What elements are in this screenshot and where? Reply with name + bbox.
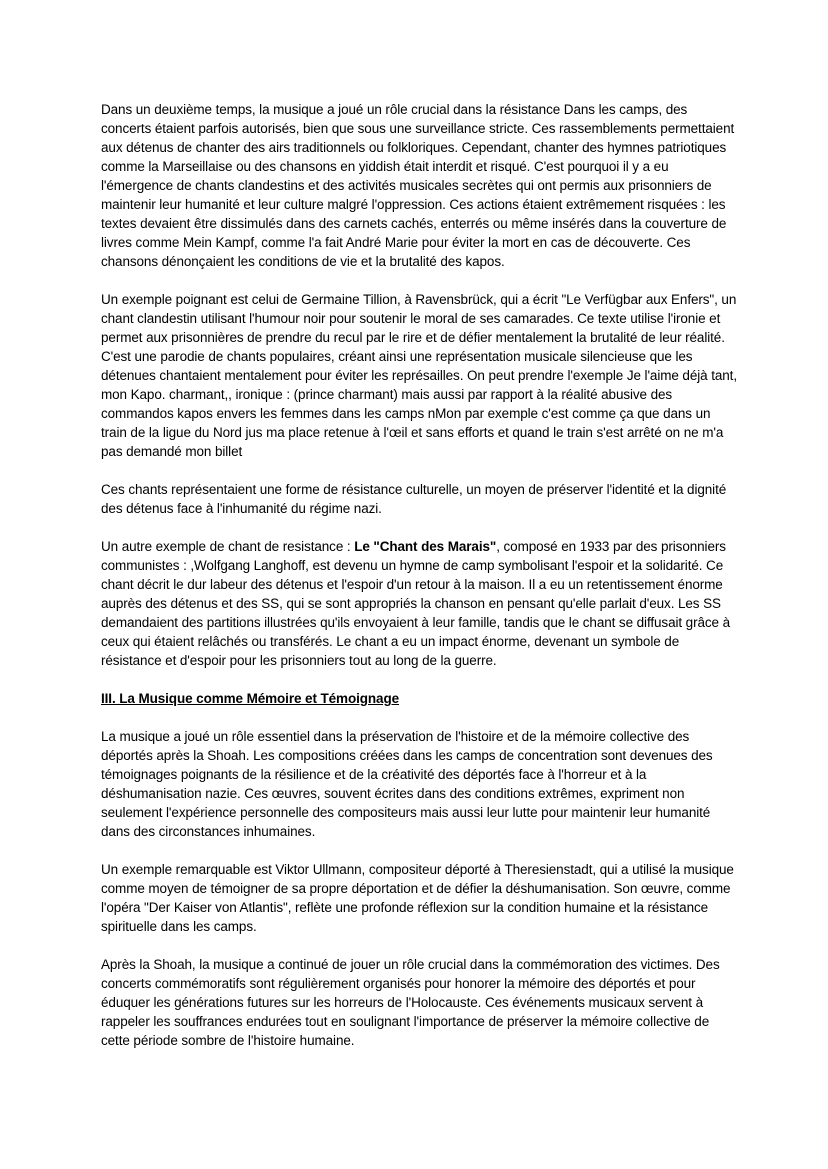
paragraph-resistance-intro: Dans un deuxième temps, la musique a joué un rôle crucial dans la résistance Dans les camps, des concerts étaient parfois autorisés, bien que sous une surveillance stricte. Ces rassemblements permettaient aux détenus de chanter des airs traditionnels ou folkloriques. Cependant, chanter des hymnes patriotiques comme la Marseillaise ou des chansons en yiddish était interdit et risqué. C'est pourquoi il y a eu l'émergence de chants clandestins et des activités musicales secrètes qui ont permis aux prisonniers de maintenir leur humanité et leur culture malgré l'oppression. Ces actions étaient extrêmement risquées : les textes devaient être dissimulés dans des carnets cachés, enterrés ou même insérés dans la couverture de livres comme Mein Kampf, comme l'a fait André Marie pour éviter la mort en cas de découverte. Ces chansons dénonçaient les conditions de vie et la brutalité des kapos. (101, 102, 735, 269)
chant-des-marais-title: Le "Chant des Marais" (354, 539, 497, 554)
paragraph-memory: La musique a joué un rôle essentiel dans la préservation de l'histoire et de la mémoire collective des déportés après la Shoah. Les compositions créées dans les camps de concentration sont devenues des témoignages poignants de la résilience et de la créativité des déportés face à l'horreur et à la déshumanisation nazie. Ces œuvres, souvent écrites dans des conditions extrêmes, expriment non seulement l'expérience personnelle des compositeurs mais aussi leur lutte pour maintenir leur humanité dans des circonstances inhumaines. (101, 729, 713, 839)
section-heading: III. La Musique comme Mémoire et Témoignage (101, 691, 400, 706)
paragraph-cultural-resistance: Ces chants représentaient une forme de résistance culturelle, un moyen de préserver l'identité et la dignité des détenus face à l'inhumanité du régime nazi. (101, 482, 727, 516)
paragraph-chant-des-marais (101, 537, 737, 670)
document-page (101, 100, 737, 1050)
paragraph-viktor-ullmann: Un exemple remarquable est Viktor Ullmann, compositeur déporté à Theresienstadt, qui a utilisé la musique comme moyen de témoigner de sa propre déportation et de défier la déshumanisation. Son œuvre, comme l'opéra "Der Kaiser von Atlantis", reflète une profonde réflexion sur la condition humaine et la résistance spirituelle dans les camps. (101, 862, 734, 934)
paragraph-commemoration: Après la Shoah, la musique a continué de jouer un rôle crucial dans la commémoration des victimes. Des concerts commémoratifs sont régulièrement organisés pour honorer la mémoire des déportés et pour éduquer les générations futures sur les horreurs de l'Holocauste. Ces événements musicaux servent à rappeler les souffrances endurées tout en soulignant l'importance de préserver la mémoire collective de cette période sombre de l'histoire humaine. (101, 957, 720, 1048)
paragraph-germaine-tillion: Un exemple poignant est celui de Germaine Tillion, à Ravensbrück, qui a écrit "Le Verfügbar aux Enfers", un chant clandestin utilisant l'humour noir pour soutenir le moral de ses camarades. Ce texte utilise l'ironie et permet aux prisonnières de prendre du recul par le rire et de défier mentalement la brutalité de leur réalité. C'est une parodie de chants populaires, créant ainsi une représentation musicale silencieuse que les détenues chantaient mentalement pour éviter les représailles. On peut prendre l'exemple Je l'aime déjà tant, mon Kapo. charmant,, ironique : (prince charmant) mais aussi par rapport à la réalité abusive des commandos kapos envers les femmes dans les camps nMon par exemple c'est comme ça que dans un train de la ligue du Nord jus ma place retenue à l'œil et sans efforts et quand le train s'est arrêté on ne m'a pas demandé mon billet (101, 292, 737, 459)
chant-des-marais-lead: Un autre exemple de chant de resistance : (101, 539, 355, 554)
chant-des-marais-body: , composé en 1933 par des prisonniers communistes : ,Wolfgang Langhoff, est devenu un hymne de camp symbolisant l'espoir et la solidarité. Ce chant décrit le dur labeur des détenus et l'espoir d'un retour à la maison. Il a eu un retentissement énorme auprès des détenus et des SS, qui se sont appropriés la chanson en pensant qu'elle parlait d'eux. Les SS demandaient des partitions illustrées qu'ils envoyaient à leur famille, tandis que le chant se diffusait grâce à ceux qui étaient relâchés ou transférés. Le chant a eu un impact énorme, devenant un symbole de résistance et d'espoir pour les prisonniers tout au long de la guerre. (101, 539, 731, 668)
